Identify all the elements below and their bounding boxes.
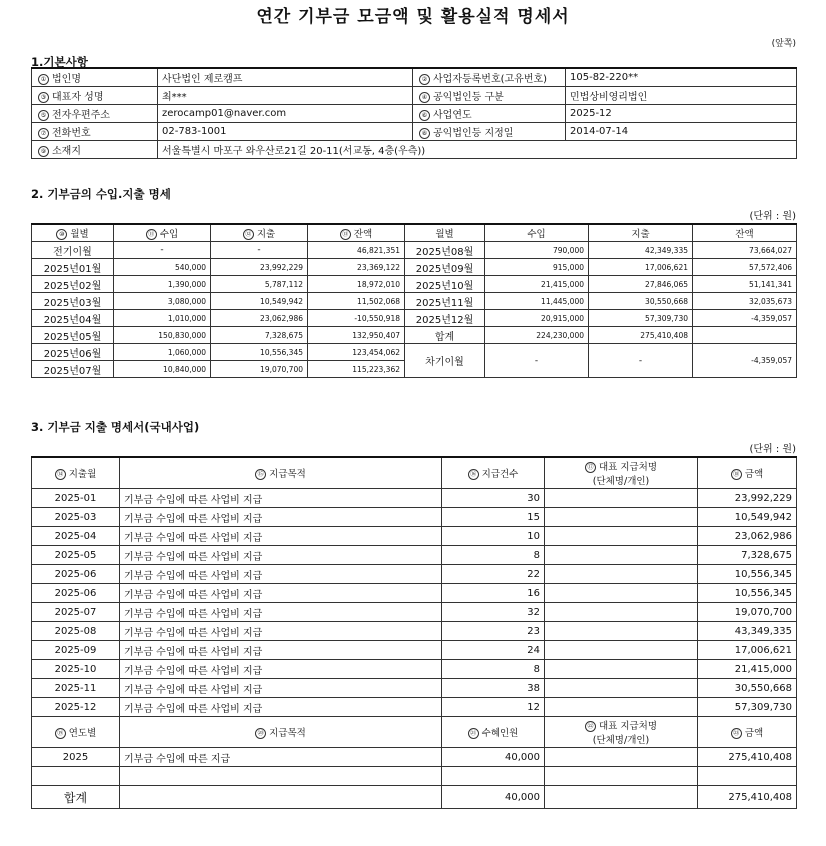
month-cell: 2025-05 bbox=[32, 546, 120, 565]
month-cell: 2025-07 bbox=[32, 603, 120, 622]
col-header bbox=[32, 457, 120, 489]
month-cell: 2025-09 bbox=[32, 641, 120, 660]
purpose-cell: 기부금 수입에 따른 사업비 지급 bbox=[120, 508, 442, 527]
income-cell: - bbox=[114, 242, 211, 259]
count-cell: 32 bbox=[442, 603, 545, 622]
month-cell: 2025년03월 bbox=[32, 293, 114, 310]
income-cell: 150,830,000 bbox=[114, 327, 211, 344]
item-number-mark: ⑨ bbox=[38, 146, 49, 157]
table-row bbox=[32, 310, 797, 327]
info-label bbox=[32, 105, 158, 123]
total-label: 합계 bbox=[32, 786, 120, 809]
total-income: 224,230,000 bbox=[485, 327, 589, 344]
header-row bbox=[32, 457, 797, 489]
month-cell: 2025-06 bbox=[32, 565, 120, 584]
item-number-mark: ① bbox=[38, 74, 49, 85]
payee-header-line2: (단체명/개인) bbox=[592, 476, 650, 487]
purpose-cell: 기부금 수입에 따른 사업비 지급 bbox=[120, 660, 442, 679]
amount-cell: 17,006,621 bbox=[698, 641, 797, 660]
income-cell: 1,060,000 bbox=[114, 344, 211, 361]
amount-cell: 23,992,229 bbox=[698, 489, 797, 508]
item-number-mark: ⑫ bbox=[243, 229, 254, 240]
table-row bbox=[32, 527, 797, 546]
col-header: 수입 bbox=[485, 224, 589, 242]
expense-cell: - bbox=[211, 242, 308, 259]
field-label: 금액 bbox=[744, 728, 764, 739]
purpose-cell: 기부금 수입에 따른 사업비 지급 bbox=[120, 641, 442, 660]
balance-cell: 57,572,406 bbox=[693, 259, 797, 276]
table-row bbox=[32, 584, 797, 603]
field-label: 잔액 bbox=[353, 229, 373, 240]
income-expense-table bbox=[31, 223, 797, 378]
balance-cell: -4,359,057 bbox=[693, 310, 797, 327]
balance-cell: 18,972,010 bbox=[308, 276, 405, 293]
table-row bbox=[32, 622, 797, 641]
field-label: 지급목적 bbox=[269, 728, 306, 739]
count-cell: 38 bbox=[442, 679, 545, 698]
info-value: 최*** bbox=[158, 87, 413, 105]
item-number-mark: ⑱ bbox=[731, 469, 742, 480]
field-label: 지급건수 bbox=[481, 469, 519, 480]
count-cell: 10 bbox=[442, 527, 545, 546]
expense-cell: 5,787,112 bbox=[211, 276, 308, 293]
total-amount: 275,410,408 bbox=[698, 786, 797, 809]
balance-cell: 123,454,062 bbox=[308, 344, 405, 361]
payee-cell bbox=[545, 748, 698, 767]
income-cell: 11,445,000 bbox=[485, 293, 589, 310]
payee-header-line2: (단체명/개인) bbox=[592, 735, 650, 746]
col-header bbox=[442, 717, 545, 748]
carry-expense: - bbox=[589, 344, 693, 378]
section1-heading: 1.기본사항 bbox=[31, 55, 88, 69]
payee-cell bbox=[545, 546, 698, 565]
total-balance bbox=[693, 327, 797, 344]
carry-balance: -4,359,057 bbox=[693, 344, 797, 378]
count-cell: 8 bbox=[442, 660, 545, 679]
total-row bbox=[32, 786, 797, 809]
info-label bbox=[413, 87, 566, 105]
total-people: 40,000 bbox=[442, 786, 545, 809]
month-cell: 2025년11월 bbox=[405, 293, 485, 310]
count-cell: 16 bbox=[442, 584, 545, 603]
payee-cell bbox=[545, 622, 698, 641]
table-row bbox=[32, 660, 797, 679]
address-value: 서울특별시 마포구 와우산로21길 20-11(서교동, 4층(우측)) bbox=[158, 141, 797, 159]
month-cell: 2025년04월 bbox=[32, 310, 114, 327]
table-row bbox=[32, 698, 797, 717]
amount-cell: 43,349,335 bbox=[698, 622, 797, 641]
carry-label: 차기이월 bbox=[405, 344, 485, 378]
info-value: 105-82-220** bbox=[566, 68, 797, 87]
income-cell: 3,080,000 bbox=[114, 293, 211, 310]
col-header: 잔액 bbox=[693, 224, 797, 242]
info-row bbox=[32, 123, 797, 141]
col-header bbox=[32, 224, 114, 242]
header-row bbox=[32, 717, 797, 748]
item-number-mark: ⑩ bbox=[56, 229, 67, 240]
item-number-mark: ㉒ bbox=[585, 721, 596, 732]
count-cell: 22 bbox=[442, 565, 545, 584]
payee-cell bbox=[545, 527, 698, 546]
field-label: 대표자 성명 bbox=[52, 92, 104, 103]
purpose-cell: 기부금 수입에 따른 사업비 지급 bbox=[120, 622, 442, 641]
purpose-cell: 기부금 수입에 따른 사업비 지급 bbox=[120, 679, 442, 698]
month-cell: 2025년08월 bbox=[405, 242, 485, 259]
info-label bbox=[32, 87, 158, 105]
col-header: 월별 bbox=[405, 224, 485, 242]
purpose-cell: 기부금 수입에 따른 사업비 지급 bbox=[120, 584, 442, 603]
field-label: 금액 bbox=[744, 469, 764, 480]
total-expense: 275,410,408 bbox=[589, 327, 693, 344]
balance-cell: 132,950,407 bbox=[308, 327, 405, 344]
balance-cell: 115,223,362 bbox=[308, 361, 405, 378]
balance-cell: -10,550,918 bbox=[308, 310, 405, 327]
field-label: 공익법인등 구분 bbox=[433, 92, 504, 103]
expense-cell: 57,309,730 bbox=[589, 310, 693, 327]
balance-cell: 32,035,673 bbox=[693, 293, 797, 310]
info-label bbox=[32, 141, 158, 159]
month-cell: 2025년07월 bbox=[32, 361, 114, 378]
info-label bbox=[413, 123, 566, 141]
info-value: zerocamp01@naver.com bbox=[158, 105, 413, 123]
income-cell: 540,000 bbox=[114, 259, 211, 276]
info-row bbox=[32, 87, 797, 105]
payee-cell bbox=[545, 767, 698, 786]
table-row bbox=[32, 293, 797, 310]
amount-cell bbox=[698, 767, 797, 786]
expense-detail-table bbox=[31, 456, 797, 809]
table-row bbox=[32, 603, 797, 622]
month-cell: 2025년06월 bbox=[32, 344, 114, 361]
expense-cell: 27,846,065 bbox=[589, 276, 693, 293]
col-header bbox=[120, 717, 442, 748]
field-label: 수혜인원 bbox=[481, 728, 519, 739]
amount-cell: 19,070,700 bbox=[698, 603, 797, 622]
expense-cell: 42,349,335 bbox=[589, 242, 693, 259]
item-number-mark: ⑦ bbox=[38, 128, 49, 139]
amount-cell: 275,410,408 bbox=[698, 748, 797, 767]
payee-cell bbox=[545, 679, 698, 698]
income-cell: 21,415,000 bbox=[485, 276, 589, 293]
expense-cell: 10,549,942 bbox=[211, 293, 308, 310]
table-row bbox=[32, 546, 797, 565]
payee-cell bbox=[545, 489, 698, 508]
income-cell: 790,000 bbox=[485, 242, 589, 259]
field-label: 수입 bbox=[159, 229, 179, 240]
count-cell: 23 bbox=[442, 622, 545, 641]
balance-cell: 46,821,351 bbox=[308, 242, 405, 259]
purpose-cell: 기부금 수입에 따른 사업비 지급 bbox=[120, 546, 442, 565]
table-row bbox=[32, 565, 797, 584]
col-header bbox=[308, 224, 405, 242]
item-number-mark: ㉑ bbox=[468, 728, 479, 739]
section3-heading: 3. 기부금 지출 명세서(국내사업) bbox=[31, 420, 200, 434]
info-value: 2025-12 bbox=[566, 105, 797, 123]
col-header bbox=[545, 457, 698, 489]
item-number-mark: ④ bbox=[419, 92, 430, 103]
amount-cell: 57,309,730 bbox=[698, 698, 797, 717]
item-number-mark: ⑮ bbox=[255, 469, 266, 480]
month-cell: 2025-04 bbox=[32, 527, 120, 546]
expense-cell: 30,550,668 bbox=[589, 293, 693, 310]
purpose-cell: 기부금 수입에 따른 사업비 지급 bbox=[120, 527, 442, 546]
amount-cell: 23,062,986 bbox=[698, 527, 797, 546]
month-cell: 2025년09월 bbox=[405, 259, 485, 276]
month-cell: 2025-06 bbox=[32, 584, 120, 603]
field-label: 월별 bbox=[70, 229, 89, 240]
month-cell: 전기이월 bbox=[32, 242, 114, 259]
col-header bbox=[32, 717, 120, 748]
field-label: 법인명 bbox=[52, 74, 81, 85]
table-row bbox=[32, 748, 797, 767]
table-row bbox=[32, 344, 797, 361]
income-cell: 1,010,000 bbox=[114, 310, 211, 327]
table-row bbox=[32, 259, 797, 276]
amount-cell: 10,556,345 bbox=[698, 584, 797, 603]
year-cell: 2025 bbox=[32, 748, 120, 767]
amount-cell: 21,415,000 bbox=[698, 660, 797, 679]
field-label: 대표 지급처명 bbox=[598, 721, 658, 732]
expense-cell: 10,556,345 bbox=[211, 344, 308, 361]
info-value: 2014-07-14 bbox=[566, 123, 797, 141]
balance-cell: 23,369,122 bbox=[308, 259, 405, 276]
table-row bbox=[32, 489, 797, 508]
month-cell: 2025년10월 bbox=[405, 276, 485, 293]
table-row bbox=[32, 508, 797, 527]
carry-income: - bbox=[485, 344, 589, 378]
table-row bbox=[32, 242, 797, 259]
field-label: 공익법인등 지정일 bbox=[433, 128, 514, 139]
info-row bbox=[32, 105, 797, 123]
info-row bbox=[32, 141, 797, 159]
payee-cell bbox=[545, 508, 698, 527]
count-cell: 30 bbox=[442, 489, 545, 508]
item-number-mark: ⑳ bbox=[255, 728, 266, 739]
expense-cell: 7,328,675 bbox=[211, 327, 308, 344]
item-number-mark: ⑬ bbox=[340, 229, 351, 240]
amount-cell: 10,549,942 bbox=[698, 508, 797, 527]
month-cell: 2025년05월 bbox=[32, 327, 114, 344]
header-row bbox=[32, 224, 797, 242]
table-row bbox=[32, 327, 797, 344]
month-cell: 2025-08 bbox=[32, 622, 120, 641]
expense-cell: 23,992,229 bbox=[211, 259, 308, 276]
purpose-cell: 기부금 수입에 따른 사업비 지급 bbox=[120, 603, 442, 622]
col-header: 지출 bbox=[589, 224, 693, 242]
field-label: 지급목적 bbox=[269, 469, 306, 480]
expense-cell: 17,006,621 bbox=[589, 259, 693, 276]
field-label: 지출 bbox=[256, 229, 276, 240]
amount-cell: 30,550,668 bbox=[698, 679, 797, 698]
month-cell: 2025년02월 bbox=[32, 276, 114, 293]
month-cell: 2025년12월 bbox=[405, 310, 485, 327]
item-number-mark: ⑲ bbox=[55, 728, 66, 739]
table-row bbox=[32, 679, 797, 698]
section2-unit: (단위 : 원) bbox=[749, 211, 796, 222]
purpose-cell: 기부금 수입에 따른 지급 bbox=[120, 748, 442, 767]
count-cell: 24 bbox=[442, 641, 545, 660]
year-cell bbox=[32, 767, 120, 786]
amount-cell: 7,328,675 bbox=[698, 546, 797, 565]
month-cell: 2025-12 bbox=[32, 698, 120, 717]
balance-cell: 11,502,068 bbox=[308, 293, 405, 310]
count-cell: 12 bbox=[442, 698, 545, 717]
field-label: 사업자등록번호(고유번호) bbox=[433, 74, 548, 85]
field-label: 전화번호 bbox=[52, 128, 91, 139]
purpose-cell bbox=[120, 786, 442, 809]
month-cell: 2025-10 bbox=[32, 660, 120, 679]
purpose-cell: 기부금 수입에 따른 사업비 지급 bbox=[120, 489, 442, 508]
month-cell: 2025-01 bbox=[32, 489, 120, 508]
page-side-note: (앞쪽) bbox=[771, 39, 796, 49]
table-row bbox=[32, 767, 797, 786]
payee-cell bbox=[545, 698, 698, 717]
month-cell: 2025-11 bbox=[32, 679, 120, 698]
purpose-cell: 기부금 수입에 따른 사업비 지급 bbox=[120, 698, 442, 717]
item-number-mark: ② bbox=[419, 74, 430, 85]
payee-cell bbox=[545, 660, 698, 679]
section2-heading: 2. 기부금의 수입.지출 명세 bbox=[31, 187, 171, 201]
item-number-mark: ㉓ bbox=[731, 728, 742, 739]
item-number-mark: ⑭ bbox=[55, 469, 66, 480]
total-label: 합계 bbox=[405, 327, 485, 344]
month-cell: 2025-03 bbox=[32, 508, 120, 527]
col-header bbox=[120, 457, 442, 489]
item-number-mark: ⑯ bbox=[468, 469, 479, 480]
item-number-mark: ⑥ bbox=[419, 110, 430, 121]
expense-cell: 23,062,986 bbox=[211, 310, 308, 327]
item-number-mark: ⑰ bbox=[585, 462, 596, 473]
payee-cell bbox=[545, 584, 698, 603]
item-number-mark: ⑧ bbox=[419, 128, 430, 139]
col-header bbox=[442, 457, 545, 489]
document-title: 연간 기부금 모금액 및 활용실적 명세서 bbox=[256, 7, 570, 27]
info-label bbox=[32, 68, 158, 87]
col-header bbox=[545, 717, 698, 748]
amount-cell: 10,556,345 bbox=[698, 565, 797, 584]
payee-cell bbox=[545, 641, 698, 660]
payee-cell bbox=[545, 603, 698, 622]
payee-cell bbox=[545, 565, 698, 584]
purpose-cell: 기부금 수입에 따른 사업비 지급 bbox=[120, 565, 442, 584]
info-value: 02-783-1001 bbox=[158, 123, 413, 141]
col-header bbox=[211, 224, 308, 242]
info-row bbox=[32, 68, 797, 87]
count-cell: 8 bbox=[442, 546, 545, 565]
col-header bbox=[698, 717, 797, 748]
info-label bbox=[413, 68, 566, 87]
month-cell: 2025년01월 bbox=[32, 259, 114, 276]
income-cell: 10,840,000 bbox=[114, 361, 211, 378]
balance-cell: 73,664,027 bbox=[693, 242, 797, 259]
info-value: 민법상비영리법인 bbox=[566, 87, 797, 105]
info-value: 사단법인 제로캠프 bbox=[158, 68, 413, 87]
field-label: 소재지 bbox=[52, 146, 81, 157]
table-row bbox=[32, 641, 797, 660]
basic-info-table bbox=[31, 67, 797, 159]
expense-cell: 19,070,700 bbox=[211, 361, 308, 378]
field-label: 연도별 bbox=[68, 728, 97, 739]
count-cell: 15 bbox=[442, 508, 545, 527]
people-cell: 40,000 bbox=[442, 748, 545, 767]
payee-cell bbox=[545, 786, 698, 809]
payee-header-line1 bbox=[549, 459, 693, 473]
income-cell: 20,915,000 bbox=[485, 310, 589, 327]
payee-header-line1 bbox=[549, 718, 693, 732]
table-row bbox=[32, 276, 797, 293]
section3-unit: (단위 : 원) bbox=[749, 444, 796, 455]
field-label: 대표 지급처명 bbox=[598, 462, 658, 473]
purpose-cell bbox=[120, 767, 442, 786]
field-label: 사업연도 bbox=[433, 110, 472, 121]
col-header bbox=[698, 457, 797, 489]
item-number-mark: ⑤ bbox=[38, 110, 49, 121]
item-number-mark: ③ bbox=[38, 92, 49, 103]
balance-cell: 51,141,341 bbox=[693, 276, 797, 293]
col-header bbox=[114, 224, 211, 242]
field-label: 지출월 bbox=[68, 469, 97, 480]
people-cell bbox=[442, 767, 545, 786]
income-cell: 915,000 bbox=[485, 259, 589, 276]
info-label bbox=[413, 105, 566, 123]
income-cell: 1,390,000 bbox=[114, 276, 211, 293]
info-label bbox=[32, 123, 158, 141]
field-label: 전자우편주소 bbox=[52, 110, 110, 121]
item-number-mark: ⑪ bbox=[146, 229, 157, 240]
